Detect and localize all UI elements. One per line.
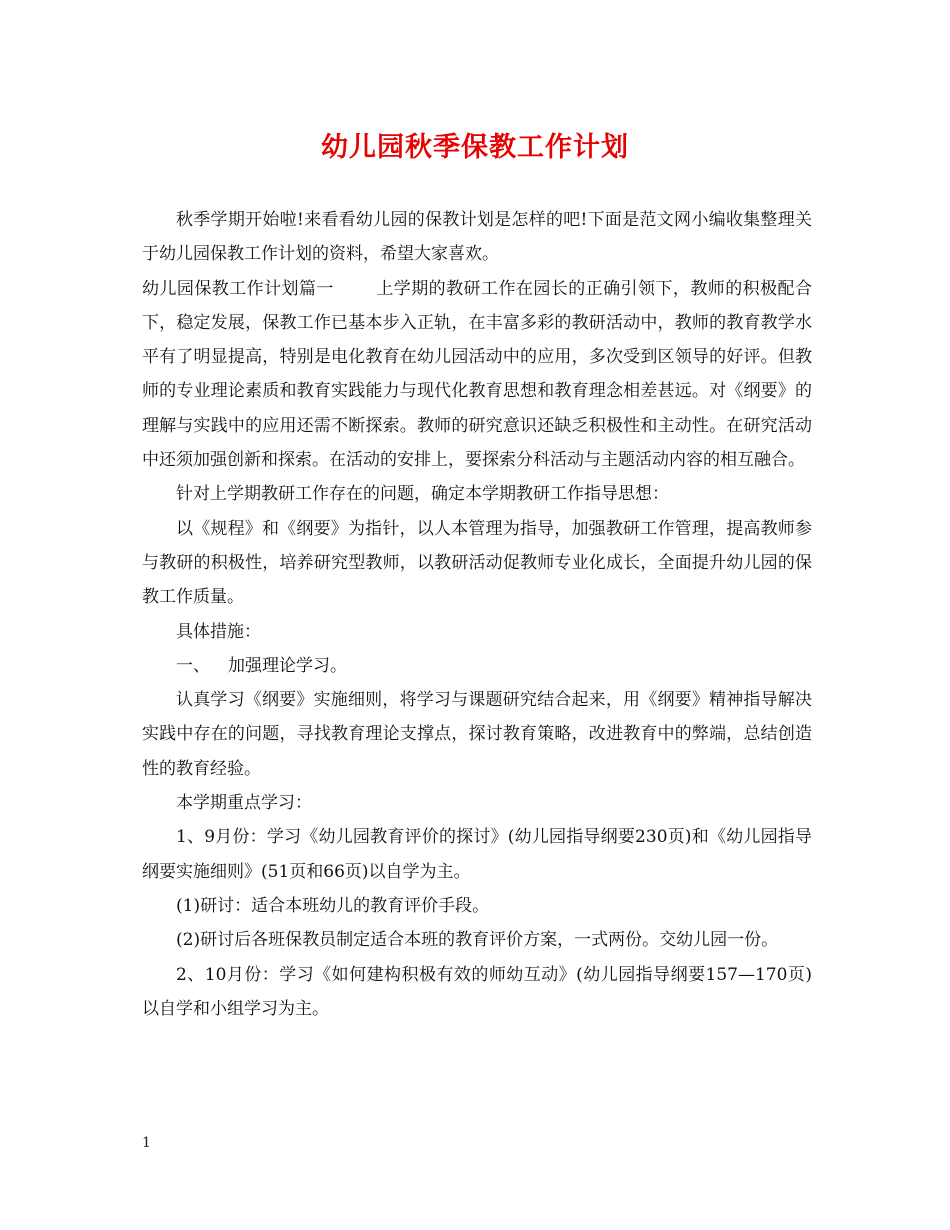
- theory-study-paragraph: 认真学习《纲要》实施细则，将学习与课题研究结合起来，用《纲要》精神指导解决实践中存在的问题，寻找教育理论支撑点，探讨教育策略，改进教育中的弊端，总结创造性的教育经验。: [142, 690, 812, 779]
- key-study-heading: 本学期重点学习：: [176, 793, 312, 814]
- heading-one-number: 一、: [176, 655, 210, 676]
- heading-one: [142, 649, 812, 683]
- guiding-thought-paragraph: 以《规程》和《纲要》为指针，以人本管理为指导，加强教研工作管理，提高教师参与教研的积极性，培养研究型教师，以教研活动促教师专业化成长，全面提升幼儿园的保教工作质量。: [142, 518, 812, 608]
- section-one-text: 上学期的教研工作在园长的正确引领下，教师的积极配合下，稳定发展，保教工作已基本步入正轨，在丰富多彩的教研活动中，教师的教育教学水平有了明显提高，特别是电化教育在幼儿园活动中的应用，多次受到区领导的好评。但教师的专业理论素质和教育实践能力与现代化教育思想和教育理念相差甚远。对《纲要》的理解与实践中的应用还需不断探索。教师的研究意识还缺乏积极性和主动性。在研究活动中还须加强创新和探索。在活动的安排上，要探索分科活动与主题活动内容的相互融合。: [142, 278, 813, 471]
- september-item-1: (1)研讨：适合本班幼儿的教育评价手段。: [176, 895, 490, 916]
- document-body: [142, 203, 812, 1026]
- section-one-paragraph: [142, 272, 812, 478]
- intro-paragraph: 秋季学期开始啦!来看看幼儿园的保教计划是怎样的吧!下面是范文网小编收集整理关于幼儿园保教工作计划的资料，希望大家喜欢。: [142, 210, 812, 265]
- page-number: 1: [142, 1135, 151, 1151]
- september-item-2: (2)研讨后各班保教员制定适合本班的教育评价方案，一式两份。交幼儿园一份。: [176, 930, 779, 951]
- heading-one-text: 加强理论学习。: [228, 655, 347, 676]
- document-title: 幼儿园秋季保教工作计划: [321, 132, 629, 163]
- october-plan-paragraph: 2、10月份：学习《如何建构积极有效的师幼互动》(幼儿园指导纲要157—170页)以自学和小组学习为主。: [142, 964, 812, 1019]
- section-one-label: 幼儿园保教工作计划篇一: [142, 278, 334, 299]
- guiding-issue-paragraph: 针对上学期教研工作存在的问题，确定本学期教研工作指导思想：: [176, 484, 669, 505]
- measures-heading: 具体措施：: [176, 621, 261, 642]
- september-plan-paragraph: 1、9月份：学习《幼儿园教育评价的探讨》(幼儿园指导纲要230页)和《幼儿园指导纲要实施细则》(51页和66页)以自学为主。: [142, 827, 812, 882]
